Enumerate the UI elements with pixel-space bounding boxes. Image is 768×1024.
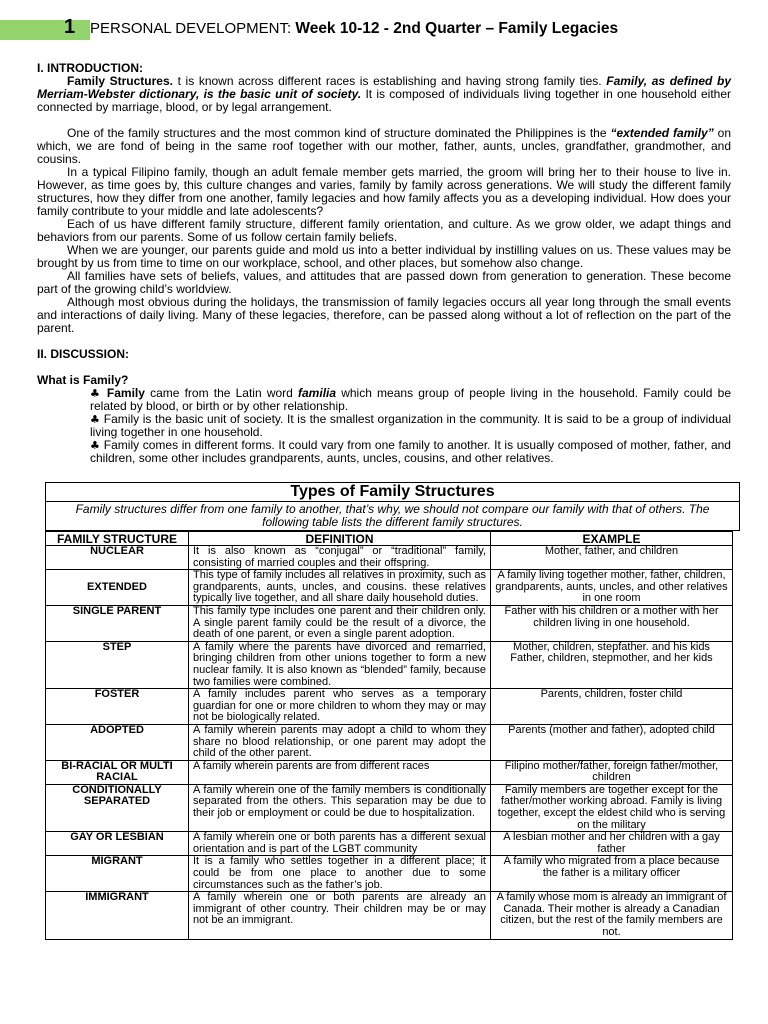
page-number-badge — [0, 20, 90, 40]
intro-p2-text-a: One of the family structures and the most common kind of structure dominated the Philippines is the — [67, 126, 611, 140]
structure-cell: FOSTER — [46, 689, 189, 725]
definition-cell: A family wherein one or both parents are already an immigrant of other country. Their children may be or may not be an immigrant. — [189, 892, 491, 939]
intro-paragraph-7: Although most obvious during the holidays, the transmission of family legacies occurs all year long through the small events and interactions of daily living. Many of these legacies, therefore, can be passed along without a lot of reflection on the part of the parent. — [37, 295, 731, 335]
structure-cell: ADOPTED — [46, 724, 189, 760]
example-cell: Mother, father, and children — [491, 546, 733, 570]
bullet-3-text: Family comes in different forms. It could vary from one family to another. It is usually composed of mother, father, and children, some other includes grandparents, aunts, uncles, cousins, and other relatives. — [90, 438, 731, 465]
example-cell: A family who migrated from a place because the father is a military officer — [491, 856, 733, 892]
example-cell: Father with his children or a mother with her children living in one household. — [491, 605, 733, 641]
latin-term: familia — [298, 386, 337, 400]
column-header-example: EXAMPLE — [491, 532, 733, 546]
structure-cell: STEP — [46, 641, 189, 688]
bullet-1-text-b: which means group of people living in the household. Family could be related by blood, or birth or by other relationship. — [90, 386, 731, 413]
structure-cell: SINGLE PARENT — [46, 605, 189, 641]
intro-paragraph-5: When we are younger, our parents guide and mold us into a better individual by instilling values on us. These values may be brought by us from time to time on our workplace, school, and other places, but somehow also change. — [37, 243, 731, 270]
definition-cell: A family wherein one or both parents has a different sexual orientation and is part of the LGBT community — [189, 832, 491, 856]
example-cell: Family members are together except for the father/mother working abroad. Family is living together, except the eldest child who is serving on the military — [491, 784, 733, 831]
definition-cell: It is also known as “conjugal” or “traditional” family, consisting of married couples and their offspring. — [189, 546, 491, 570]
intro-paragraph-3: In a typical Filipino family, though an adult female member gets married, the groom will bring her to their house to live in. However, as time goes by, this culture changes and varies, family by family across generations. We will study the different family structures, how they differ from one another, family legacies and how family affects you as a developing individual. How does your family contribute to your middle and late adolescents? — [37, 165, 731, 218]
column-header-structure: FAMILY STRUCTURE — [46, 532, 189, 546]
structure-cell: GAY OR LESBIAN — [46, 832, 189, 856]
bullet-2-text: Family is the basic unit of society. It is the smallest organization in the community. It is said to be a group of individual living together in one household. — [90, 412, 731, 439]
table-title: Types of Family Structures — [45, 482, 740, 502]
example-cell: Parents (mother and father), adopted child — [491, 724, 733, 760]
intro-p1-text-c: It is composed of individuals living together in one household either connected by marriage, blood, or by legal arrangement. — [37, 87, 731, 114]
page-number: 1 — [64, 16, 76, 38]
table-subtitle: Family structures differ from one family to another, that’s why, we should not compare our family with that of others. The following table lists the different family structures. — [45, 502, 740, 531]
bullet-item-2 — [90, 413, 731, 439]
table-row — [46, 605, 733, 641]
example-cell: Filipino mother/father, foreign father/mother, children — [491, 760, 733, 784]
table-row — [46, 892, 733, 939]
subject-label: PERSONAL DEVELOPMENT: — [90, 20, 292, 37]
structure-cell: NUCLEAR — [46, 546, 189, 570]
page-title — [90, 20, 618, 38]
club-suit-icon: ♣ — [90, 439, 101, 452]
structure-cell: EXTENDED — [46, 570, 189, 606]
example-cell: Parents, children, foster child — [491, 689, 733, 725]
definition-cell: A family wherein parents may adopt a child to whom they share no blood relationship, or one parent may adopt the child of the other parent. — [189, 724, 491, 760]
family-structures-section — [45, 482, 740, 940]
extended-family-emphasis: “extended family” — [610, 126, 714, 140]
club-suit-icon: ♣ — [90, 413, 101, 426]
structure-cell: MIGRANT — [46, 856, 189, 892]
page-header — [0, 18, 768, 42]
example-cell: A lesbian mother and her children with a gay father — [491, 832, 733, 856]
definition-cell: A family where the parents have divorced and remarried, bringing children from other unions together to form a new nuclear family. It is also known as “blended” family, because two families were combined. — [189, 641, 491, 688]
table-row — [46, 641, 733, 688]
club-suit-icon: ♣ — [90, 387, 102, 400]
table-row — [46, 832, 733, 856]
intro-paragraph-2 — [37, 127, 731, 166]
family-structures-table — [45, 531, 733, 940]
intro-p1-text-a: t is known across different races is establishing and having strong family ties. — [172, 74, 607, 88]
intro-paragraph-6: All families have sets of beliefs, values, and attitudes that are passed down from generation to generation. These become part of the growing child’s worldview. — [37, 269, 731, 296]
bullet-item-1 — [90, 387, 731, 413]
intro-p2-text-c: on which, we are fond of being in the same roof together with our mother, father, aunts, uncles, grandfather, grandmother, and cousins. — [37, 126, 731, 166]
table-header-row — [46, 532, 733, 546]
example-cell: Mother, children, stepfather. and his kids Father, children, stepmother, and her kids — [491, 641, 733, 688]
table-row — [46, 570, 733, 606]
bullet-1-text-a: came from the Latin word — [144, 386, 299, 400]
table-row — [46, 760, 733, 784]
discussion-heading: II. DISCUSSION: — [37, 347, 130, 361]
structure-cell: CONDITIONALLY SEPARATED — [46, 784, 189, 831]
table-row — [46, 856, 733, 892]
family-term: Family — [106, 386, 145, 400]
definition-cell: This family type includes one parent and their children only. A single parent family could be the result of a divorce, the death of one parent, or even a single parent adoption. — [189, 605, 491, 641]
example-cell: A family living together mother, father, children, grandparents, aunts, uncles, and other relatives in one room — [491, 570, 733, 606]
table-row — [46, 546, 733, 570]
definition-cell: A family wherein one of the family members is conditionally separated from the others. This separation may be due to their job or employment or could be due to hospitalization. — [189, 784, 491, 831]
definition-cell: It is a family who settles together in a different place; it could be from one place to another due to some circumstances such as the father’s job. — [189, 856, 491, 892]
example-cell: A family whose mom is already an immigrant of Canada. Their mother is already a Canadian citizen, but the rest of the family members are not. — [491, 892, 733, 939]
intro-paragraph-4: Each of us have different family structure, different family orientation, and culture. As we grow older, we adapt things and behaviors from our parents. Some of us follow certain family beliefs. — [37, 217, 731, 244]
bullet-item-3 — [90, 439, 731, 465]
introduction-heading: I. INTRODUCTION: — [37, 61, 143, 75]
definition-cell: This type of family includes all relatives in proximity, such as grandparents, aunts, uncles, and cousins. these relatives typically live together, and all share daily household duties. — [189, 570, 491, 606]
definition-emphasis: Family, as defined by Merriam-Webster dictionary, is the basic unit of society. — [37, 74, 732, 101]
structure-cell: BI-RACIAL OR MULTI RACIAL — [46, 760, 189, 784]
lesson-title: Week 10-12 - 2nd Quarter – Family Legacies — [295, 20, 619, 37]
table-row — [46, 724, 733, 760]
document-body — [37, 62, 731, 465]
what-is-family-heading: What is Family? — [37, 373, 129, 387]
table-row — [46, 689, 733, 725]
table-row — [46, 784, 733, 831]
definition-cell: A family wherein parents are from different races — [189, 760, 491, 784]
column-header-definition: DEFINITION — [189, 532, 491, 546]
intro-paragraph-1 — [37, 75, 731, 114]
family-structures-lead: Family Structures. — [67, 74, 173, 88]
definition-cell: A family includes parent who serves as a temporary guardian for one or more children to whom they may or may not be biologically related. — [189, 689, 491, 725]
structure-cell: IMMIGRANT — [46, 892, 189, 939]
